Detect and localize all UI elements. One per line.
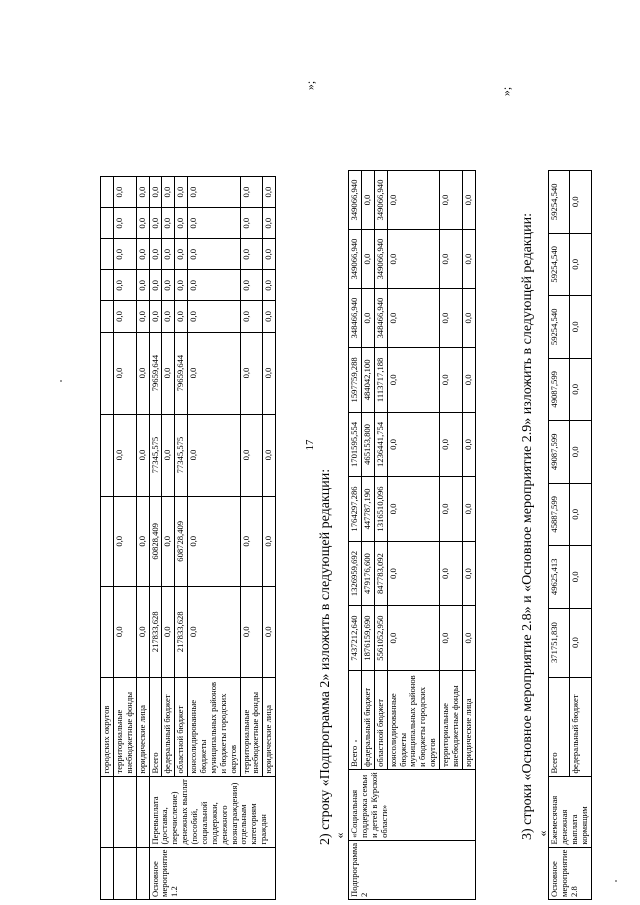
source-label: федеральный бюджет [162,677,175,776]
value-cell: 0,0 [462,477,475,542]
value-cell: 1876159,690 [361,606,374,671]
value-cell [101,208,114,239]
value-cell: 0,0 [440,606,463,671]
value-cell: 847783,092 [374,541,387,606]
value-cell: 0,0 [188,208,240,239]
source-label: юридические лица [462,670,475,769]
program-code: Подпрограмма 2 [349,840,476,899]
value-cell: 0,0 [162,414,175,496]
event-name-cell [101,776,114,847]
value-cell: 0,0 [240,270,263,301]
value-cell: 49625,413 [549,546,570,609]
value-cell: 0,0 [570,296,591,359]
value-cell: 0,0 [240,239,263,270]
value-cell [101,587,114,678]
value-cell: 0,0 [263,332,276,414]
source-label: федеральный бюджет [361,670,374,769]
event-code-cell [136,847,149,899]
value-cell: 0,0 [462,412,475,477]
value-cell: 0,0 [113,177,136,208]
value-cell: 0,0 [136,332,149,414]
value-cell: 0,0 [263,496,276,587]
value-cell: 0,0 [149,208,162,239]
value-cell: 49087,599 [549,358,570,421]
value-cell: 0,0 [387,412,439,477]
value-cell: 0,0 [240,414,263,496]
value-cell: 59254,540 [549,171,570,234]
value-cell: 0,0 [387,541,439,606]
source-label: Всего [349,670,362,769]
source-label: юридические лица [263,677,276,776]
value-cell: 0,0 [149,270,162,301]
value-cell: 0,0 [162,177,175,208]
event-name-cell [113,776,136,847]
value-cell: 0,0 [387,348,439,413]
event-code-cell [101,847,114,899]
value-cell: 0,0 [113,414,136,496]
value-cell: 0,0 [462,171,475,230]
value-cell: 371751,830 [549,608,570,677]
section-2-open-mark: « [332,832,347,839]
value-cell: 59254,540 [549,233,570,296]
source-label: консолидированные бюджеты муниципальных районов и бюджеты городских округов [188,677,240,776]
value-cell [101,496,114,587]
value-cell: 0,0 [162,301,175,332]
value-cell: 0,0 [263,177,276,208]
value-cell: 0,0 [136,301,149,332]
value-cell: 0,0 [136,414,149,496]
value-cell: 0,0 [462,541,475,606]
value-cell [101,177,114,208]
value-cell: 45887,599 [549,483,570,546]
value-cell: 0,0 [113,208,136,239]
event-code-cell [113,847,136,899]
value-cell [101,239,114,270]
value-cell: 0,0 [570,421,591,484]
section-3-open-mark: « [535,830,550,837]
value-cell: 0,0 [462,348,475,413]
value-cell: 479176,600 [361,541,374,606]
table-row [136,177,149,900]
value-cell: 349066,940 [349,171,362,230]
value-cell: 5561052,950 [374,606,387,671]
value-cell: 0,0 [149,301,162,332]
value-cell: 77345,575 [175,414,188,496]
event-code: Основное мероприятие 1.2 [149,847,276,899]
value-cell: 0,0 [149,177,162,208]
value-cell: 0,0 [240,587,263,678]
source-label: Всего [549,677,570,776]
program-name: «Социальная поддержка семьи и детей в Курской области» [349,769,476,840]
value-cell: 0,0 [240,208,263,239]
value-cell: 0,0 [570,483,591,546]
value-cell: 0,0 [462,606,475,671]
value-cell: 0,0 [136,177,149,208]
value-cell: 1597759,288 [349,348,362,413]
value-cell: 0,0 [175,239,188,270]
value-cell: 0,0 [136,208,149,239]
source-label: консолидированные бюджеты муниципальных районов и бюджеты городских округов [387,670,439,769]
value-cell: 0,0 [136,496,149,587]
value-cell: 0,0 [175,208,188,239]
value-cell: 0,0 [361,230,374,289]
source-label: федеральный бюджет [570,677,591,776]
value-cell: 465153,800 [361,412,374,477]
table-row [101,177,114,900]
value-cell: 0,0 [113,496,136,587]
value-cell: 348466,940 [349,289,362,348]
value-cell: 0,0 [162,587,175,678]
table-row [349,171,362,900]
value-cell: 0,0 [570,608,591,677]
value-cell: 0,0 [113,270,136,301]
value-cell: 77345,575 [149,414,162,496]
value-cell: 1764297,286 [349,477,362,542]
table-row [549,171,570,900]
value-cell: 0,0 [240,301,263,332]
table-row [113,177,136,900]
value-cell: 349066,940 [374,230,387,289]
value-cell: 1316510,096 [374,477,387,542]
page-number: 17 [304,439,316,451]
value-cell: 0,0 [188,301,240,332]
value-cell: 0,0 [188,270,240,301]
source-label: территориальные внебюджетные фонды [113,677,136,776]
section-2-close-mark: »; [499,86,514,97]
table-2-region [348,170,476,900]
source-label: территориальные внебюджетные фонды [240,677,263,776]
value-cell: 0,0 [440,348,463,413]
section-3-heading: 3) строки «Основное мероприятие 2.8» и «Основное мероприятие 2.9» изложить в следующей редакции: [520,213,535,840]
value-cell: 1326959,692 [349,541,362,606]
value-cell [101,270,114,301]
table-row [149,177,162,900]
value-cell [101,301,114,332]
value-cell: 217833,628 [149,587,162,678]
value-cell: 0,0 [361,171,374,230]
value-cell: 0,0 [440,171,463,230]
value-cell: 0,0 [175,301,188,332]
event-name-cell [136,776,149,847]
value-cell: 0,0 [113,332,136,414]
value-cell: 0,0 [113,587,136,678]
value-cell: 0,0 [188,177,240,208]
value-cell: 0,0 [263,208,276,239]
value-cell [101,332,114,414]
value-cell: 0,0 [387,171,439,230]
value-cell: 1113717,188 [374,348,387,413]
value-cell: 59254,540 [549,296,570,359]
table-2 [348,170,476,900]
value-cell: 0,0 [162,208,175,239]
event-name: Перевыплата (доставка, перечисление) денежных выплат (пособий, социальной поддержки, денежного вознаграждения) отдельным категориям граждан [149,776,276,847]
value-cell: 79659,644 [175,332,188,414]
table-1 [100,176,276,900]
value-cell: 0,0 [440,230,463,289]
value-cell: 0,0 [113,239,136,270]
value-cell: 0,0 [440,289,463,348]
value-cell: 0,0 [440,541,463,606]
value-cell: 49087,599 [549,421,570,484]
source-label: Всего [149,677,162,776]
table-1-region [100,176,276,900]
value-cell: 447787,190 [361,477,374,542]
value-cell: 0,0 [263,587,276,678]
table-1-close-mark: »; [303,80,318,91]
scan-speck [60,380,62,382]
value-cell: 608728,409 [175,496,188,587]
value-cell: 0,0 [570,358,591,421]
value-cell: 0,0 [188,587,240,678]
program-code: Основное мероприятие 2.8 [549,847,592,899]
value-cell: 0,0 [188,332,240,414]
scan-speck [615,880,617,882]
value-cell: 0,0 [462,289,475,348]
value-cell: 0,0 [136,239,149,270]
value-cell: 0,0 [113,301,136,332]
value-cell: 484042,100 [361,348,374,413]
value-cell: 349066,940 [349,230,362,289]
value-cell: 0,0 [570,171,591,234]
section-2-heading: 2) строку «Подпрограмма 2» изложить в следующей редакции: [318,468,333,845]
value-cell: 0,0 [188,239,240,270]
value-cell [101,414,114,496]
value-cell: 0,0 [387,477,439,542]
value-cell: 0,0 [361,289,374,348]
value-cell: 79659,644 [149,332,162,414]
source-label: юридические лица [136,677,149,776]
program-name: Ежемесячная денежная выплата кормящим [549,776,592,847]
value-cell: 0,0 [175,270,188,301]
value-cell: 0,0 [162,332,175,414]
value-cell: 1701595,554 [349,412,362,477]
value-cell: 0,0 [263,270,276,301]
value-cell: 0,0 [387,230,439,289]
scan-speck [355,740,357,742]
value-cell: 0,0 [387,289,439,348]
source-label: областной бюджет [374,670,387,769]
value-cell: 0,0 [162,239,175,270]
value-cell: 0,0 [175,177,188,208]
value-cell: 0,0 [570,546,591,609]
table-3-region [548,170,592,900]
table-3 [548,170,592,900]
source-label: городских округов [101,677,114,776]
value-cell: 0,0 [263,301,276,332]
value-cell: 0,0 [136,587,149,678]
value-cell: 0,0 [149,239,162,270]
value-cell: 349066,940 [374,171,387,230]
value-cell: 0,0 [162,496,175,587]
value-cell: 0,0 [162,270,175,301]
value-cell: 0,0 [263,239,276,270]
value-cell: 0,0 [240,177,263,208]
value-cell: 217833,628 [175,587,188,678]
source-label: областной бюджет [175,677,188,776]
value-cell: 0,0 [136,270,149,301]
value-cell: 0,0 [188,414,240,496]
value-cell: 1236441,754 [374,412,387,477]
value-cell: 0,0 [263,414,276,496]
value-cell: 7437212,640 [349,606,362,671]
value-cell: 0,0 [440,477,463,542]
value-cell: 0,0 [440,412,463,477]
value-cell: 0,0 [570,233,591,296]
value-cell: 0,0 [240,496,263,587]
source-label: территориальные внебюджетные фонды [440,670,463,769]
value-cell: 348466,940 [374,289,387,348]
value-cell: 0,0 [387,606,439,671]
value-cell: 0,0 [240,332,263,414]
value-cell: 0,0 [188,496,240,587]
value-cell: 0,0 [462,230,475,289]
value-cell: 60828,409 [149,496,162,587]
